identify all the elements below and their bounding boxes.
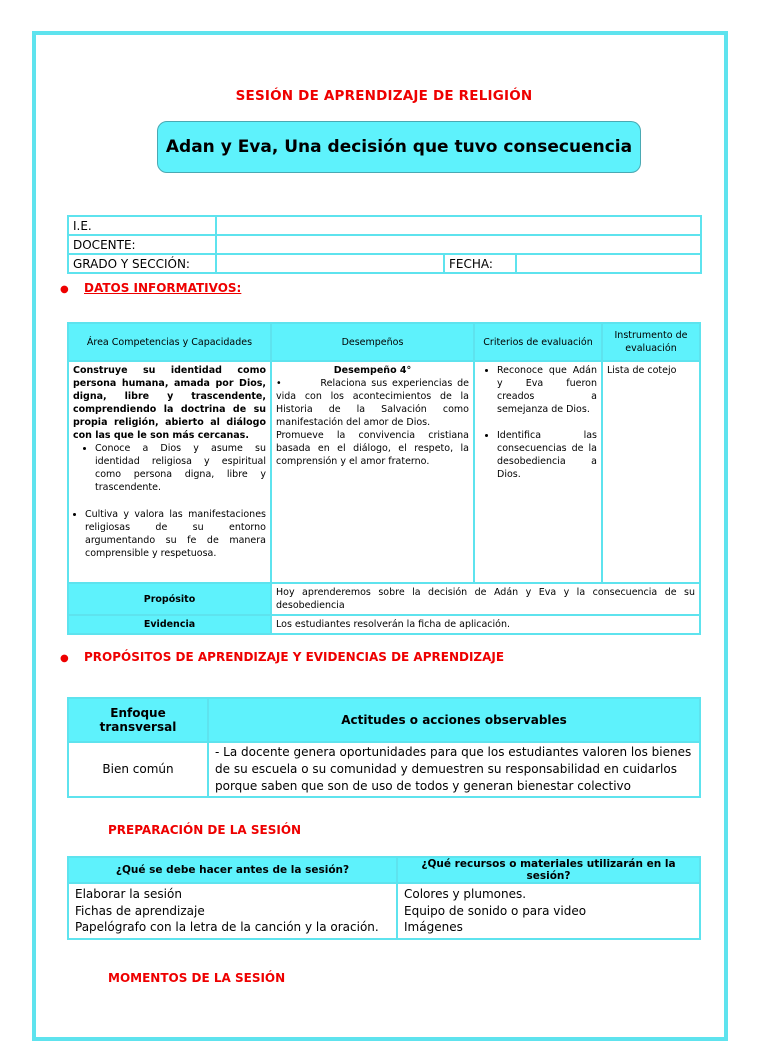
session-title: Adan y Eva, Una decisión que tuvo consecuencia: [165, 137, 633, 157]
capacidades-list-2: [73, 508, 266, 560]
table-row: [68, 361, 700, 583]
list-item: • Identifica las consecuencias de la desobediencia a Dios.: [497, 429, 597, 481]
table-row: [68, 583, 700, 615]
section-momentos: MOMENTOS DE LA SESIÓN: [108, 971, 286, 985]
antes-cell: [68, 883, 397, 939]
list-item: • Cultiva y valora las manifestaciones religiosas de su entorno argumentando su fe de manera comprensible y respetuosa.: [85, 508, 266, 560]
enfoque-value: Bien común: [68, 742, 208, 797]
ie-label: I.E.: [68, 216, 216, 235]
header-area: Área Competencias y Capacidades: [68, 323, 271, 361]
proposito-text: Hoy aprenderemos sobre la decisión de Adán y Eva y la consecuencia de su desobediencia: [271, 583, 700, 615]
bullet-icon: ●: [60, 284, 69, 295]
table-header-row: [68, 698, 700, 742]
list-item: • Conoce a Dios y asume su identidad religiosa y espiritual como persona digna, libre y trascendente.: [95, 442, 266, 494]
header-antes: ¿Qué se debe hacer antes de la sesión?: [68, 857, 397, 883]
table-row: [68, 235, 701, 254]
docente-value: [216, 235, 701, 254]
area-cell: [68, 361, 271, 583]
table-row: [68, 216, 701, 235]
header-recursos: ¿Qué recursos o materiales utilizarán en la sesión?: [397, 857, 700, 883]
section-propositos: [60, 650, 504, 664]
grado-label: GRADO Y SECCIÓN:: [68, 254, 216, 273]
fecha-value: [516, 254, 701, 273]
list-item: Imágenes: [404, 920, 463, 934]
criterios-list: [479, 364, 597, 481]
session-title-box: [157, 121, 641, 173]
capacidades-list: [73, 442, 266, 494]
page-title: SESIÓN DE APRENDIZAJE DE RELIGIÓN: [235, 88, 533, 104]
table-header-row: [68, 323, 700, 361]
list-item: • Reconoce que Adán y Eva fueron creados a semejanza de Dios.: [497, 364, 597, 416]
header-instrumento: Instrumento de evaluación: [602, 323, 700, 361]
bullet-icon: ●: [60, 653, 69, 664]
docente-label: DOCENTE:: [68, 235, 216, 254]
header-criterios: Criterios de evaluación: [474, 323, 602, 361]
competencias-table: [67, 322, 701, 635]
preparacion-table: [67, 856, 701, 940]
info-table: [67, 215, 702, 274]
table-row: [68, 254, 701, 273]
table-row: [68, 742, 700, 797]
section-preparacion: PREPARACIÓN DE LA SESIÓN: [108, 823, 302, 837]
list-item: Papelógrafo con la letra de la canción y la oración.: [75, 920, 379, 934]
criterios-cell: [474, 361, 602, 583]
actitud-value: - La docente genera oportunidades para que los estudiantes valoren los bienes de su escuela o su comunidad y demuestren su responsabilidad en cuidarlos porque saben que son de uso de todos y generan bienestar colectivo: [208, 742, 700, 797]
desempeno-2: Promueve la convivencia cristiana basada en el diálogo, el respeto, la comprensión y el amor fraterno.: [276, 430, 469, 467]
list-item: Equipo de sonido o para video: [404, 903, 587, 918]
fecha-label: FECHA:: [444, 254, 516, 273]
list-item: Colores y plumones.: [404, 887, 527, 901]
area-intro: Construye su identidad como persona humana, amada por Dios, digna, libre y trascendente, comprendiendo la doctrina de su propia religión, abierto al diálogo con las que le son más cercanas.: [73, 365, 266, 441]
evidencia-label: Evidencia: [68, 615, 271, 634]
section-propositos-label: PROPÓSITOS DE APRENDIZAJE Y EVIDENCIAS DE APRENDIZAJE: [84, 650, 505, 664]
header-actitudes: Actitudes o acciones observables: [208, 698, 700, 742]
recursos-cell: [397, 883, 700, 939]
proposito-label: Propósito: [68, 583, 271, 615]
enfoque-table: [67, 697, 701, 798]
table-row: [68, 615, 700, 634]
table-header-row: [68, 857, 700, 883]
header-desempenos: Desempeños: [271, 323, 474, 361]
ie-value: [216, 216, 701, 235]
desempeno-1-text: Relaciona sus experiencias de vida con los acontecimientos de la Historia de la Salvación como manifestación del amor de Dios.: [276, 378, 469, 428]
desempenos-cell: [271, 361, 474, 583]
list-item: Elaborar la sesión: [75, 887, 182, 901]
desempeno-1: [276, 377, 469, 429]
table-row: [68, 883, 700, 939]
list-item: Fichas de aprendizaje: [75, 903, 205, 918]
section-datos: [60, 281, 241, 295]
evidencia-text: Los estudiantes resolverán la ficha de aplicación.: [271, 615, 700, 634]
desempeno-title: Desempeño 4°: [333, 365, 412, 376]
section-datos-label: DATOS INFORMATIVOS:: [84, 281, 242, 295]
grado-value: [216, 254, 444, 273]
instrumento-cell: Lista de cotejo: [602, 361, 700, 583]
header-enfoque: Enfoque transversal: [68, 698, 208, 742]
bullet-icon: •: [276, 378, 321, 389]
